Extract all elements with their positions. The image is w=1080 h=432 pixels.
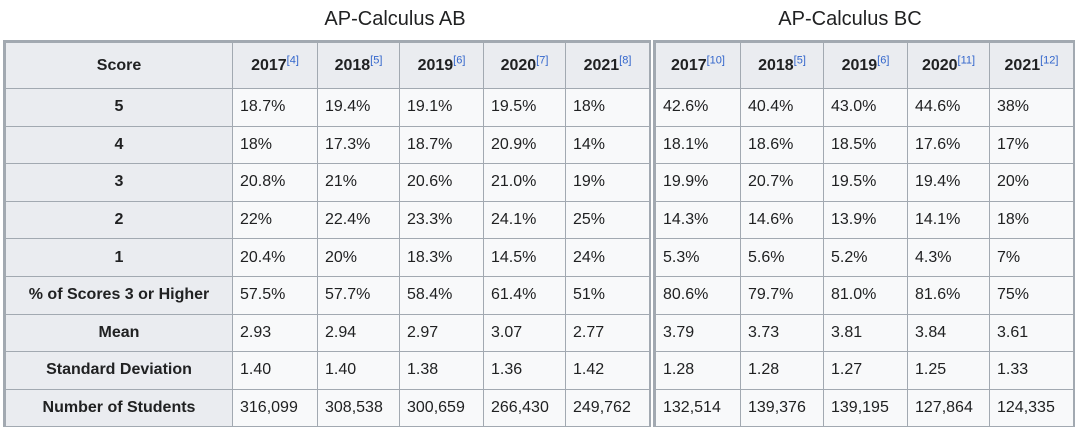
bc-ref-link[interactable]: [6] xyxy=(877,54,890,67)
bc-table-cell: 1.28 xyxy=(656,352,741,390)
ab-ref-link[interactable]: [4] xyxy=(286,54,299,67)
ab-table-cell: 19.1% xyxy=(400,89,484,127)
bc-table-cell: 1.28 xyxy=(741,352,824,390)
bc-table-cell: 3.61 xyxy=(990,314,1074,352)
ab-table-cell: 57.7% xyxy=(318,276,400,314)
bc-table-cell: 81.6% xyxy=(908,276,990,314)
bc-year-header xyxy=(990,43,1074,89)
bc-table-cell: 40.4% xyxy=(741,89,824,127)
bc-table-row xyxy=(656,239,1074,277)
ab-table-cell: 3.07 xyxy=(484,314,566,352)
bc-year-header xyxy=(741,43,824,89)
bc-table-cell: 1.27 xyxy=(824,352,908,390)
bc-table-cell: 19.9% xyxy=(656,164,741,202)
ab-table-row xyxy=(6,239,650,277)
ab-ref-link[interactable]: [5] xyxy=(370,54,383,67)
ab-year-label: 2019 xyxy=(417,56,454,74)
ab-year-label: 2018 xyxy=(334,56,371,74)
bc-table-row xyxy=(656,389,1074,427)
ab-table-row xyxy=(6,389,650,427)
ab-table-cell: 51% xyxy=(566,276,650,314)
bc-table-cell: 3.73 xyxy=(741,314,824,352)
bc-table-title: AP-Calculus BC xyxy=(778,8,922,30)
ab-table-row xyxy=(6,276,650,314)
ab-table-cell: 19.5% xyxy=(484,89,566,127)
ab-table-cell: 20.9% xyxy=(484,126,566,164)
bc-table-cell: 1.33 xyxy=(990,352,1074,390)
bc-table-cell: 5.6% xyxy=(741,239,824,277)
ab-table-cell: 18% xyxy=(566,89,650,127)
bc-year-label: 2019 xyxy=(841,56,878,74)
bc-ref-link[interactable]: [10] xyxy=(706,54,725,67)
bc-table-cell: 44.6% xyxy=(908,89,990,127)
ab-row-label: 5 xyxy=(6,89,233,127)
ab-table-cell: 20.4% xyxy=(233,239,318,277)
ab-year-label: 2020 xyxy=(500,56,537,74)
bc-table-cell: 127,864 xyxy=(908,389,990,427)
bc-year-label: 2020 xyxy=(921,56,958,74)
bc-table-row xyxy=(656,164,1074,202)
ab-row-label: % of Scores 3 or Higher xyxy=(6,276,233,314)
ab-table-cell: 266,430 xyxy=(484,389,566,427)
ab-table-cell: 61.4% xyxy=(484,276,566,314)
ab-table-cell: 18% xyxy=(233,126,318,164)
ab-table-cell: 58.4% xyxy=(400,276,484,314)
ab-table-cell: 21% xyxy=(318,164,400,202)
ab-table-row xyxy=(6,164,650,202)
ab-row-label: 3 xyxy=(6,164,233,202)
ab-row-label: Number of Students xyxy=(6,389,233,427)
bc-table-cell: 5.3% xyxy=(656,239,741,277)
bc-table-cell: 14.6% xyxy=(741,201,824,239)
ab-table-row xyxy=(6,352,650,390)
bc-ref-link[interactable]: [5] xyxy=(793,54,806,67)
ab-table-cell: 25% xyxy=(566,201,650,239)
bc-year-label: 2018 xyxy=(758,56,794,74)
ab-table-title: AP-Calculus AB xyxy=(324,8,466,30)
bc-table-cell: 3.79 xyxy=(656,314,741,352)
bc-table-cell: 4.3% xyxy=(908,239,990,277)
ab-table-cell: 20.6% xyxy=(400,164,484,202)
bc-year-label: 2017 xyxy=(671,56,707,74)
bc-table-cell: 139,195 xyxy=(824,389,908,427)
ab-table-cell: 18.3% xyxy=(400,239,484,277)
bc-table-cell: 75% xyxy=(990,276,1074,314)
ab-year-header xyxy=(566,43,650,89)
bc-year-label: 2021 xyxy=(1004,56,1041,74)
bc-table-cell: 19.4% xyxy=(908,164,990,202)
ab-table-cell: 24.1% xyxy=(484,201,566,239)
bc-table-row xyxy=(656,276,1074,314)
bc-year-header xyxy=(656,43,741,89)
bc-table-cell: 18.6% xyxy=(741,126,824,164)
bc-score-table xyxy=(655,42,1074,427)
ab-table-cell: 23.3% xyxy=(400,201,484,239)
ab-table-row xyxy=(6,201,650,239)
ab-table-cell: 308,538 xyxy=(318,389,400,427)
ab-table-cell: 1.40 xyxy=(233,352,318,390)
bc-table-cell: 42.6% xyxy=(656,89,741,127)
bc-table-cell: 1.25 xyxy=(908,352,990,390)
ab-row-label: 1 xyxy=(6,239,233,277)
ab-ref-link[interactable]: [7] xyxy=(536,54,549,67)
bc-table-cell: 132,514 xyxy=(656,389,741,427)
ab-score-table xyxy=(5,42,650,427)
ab-year-header xyxy=(400,43,484,89)
bc-table-cell: 14.1% xyxy=(908,201,990,239)
ab-table-row xyxy=(6,89,650,127)
ab-table-cell: 20.8% xyxy=(233,164,318,202)
ab-table-cell: 24% xyxy=(566,239,650,277)
bc-table-cell: 38% xyxy=(990,89,1074,127)
ab-table-cell: 21.0% xyxy=(484,164,566,202)
ab-table-row xyxy=(6,126,650,164)
ab-row-label: 2 xyxy=(6,201,233,239)
bc-table-cell: 20.7% xyxy=(741,164,824,202)
ab-header-row xyxy=(6,43,650,89)
ab-row-label: Mean xyxy=(6,314,233,352)
ab-table-cell: 2.77 xyxy=(566,314,650,352)
bc-ref-link[interactable]: [12] xyxy=(1040,54,1059,67)
ab-table-cell: 14% xyxy=(566,126,650,164)
bc-table-cell: 13.9% xyxy=(824,201,908,239)
bc-table-cell: 18% xyxy=(990,201,1074,239)
bc-table-cell: 7% xyxy=(990,239,1074,277)
ab-table-cell: 18.7% xyxy=(233,89,318,127)
ab-table-cell: 19.4% xyxy=(318,89,400,127)
bc-table-cell: 80.6% xyxy=(656,276,741,314)
ab-table-cell: 2.93 xyxy=(233,314,318,352)
bc-table-cell: 3.84 xyxy=(908,314,990,352)
bc-score-table-frame xyxy=(653,40,1075,427)
ab-table-cell: 14.5% xyxy=(484,239,566,277)
ab-table-cell: 20% xyxy=(318,239,400,277)
bc-header-row xyxy=(656,43,1074,89)
ab-table-cell: 22% xyxy=(233,201,318,239)
bc-year-header xyxy=(908,43,990,89)
ab-table-cell: 22.4% xyxy=(318,201,400,239)
bc-table-row xyxy=(656,126,1074,164)
bc-table-cell: 14.3% xyxy=(656,201,741,239)
ab-row-label: Standard Deviation xyxy=(6,352,233,390)
bc-table-cell: 17% xyxy=(990,126,1074,164)
ab-table-cell: 2.97 xyxy=(400,314,484,352)
bc-table-row xyxy=(656,201,1074,239)
ab-table-cell: 249,762 xyxy=(566,389,650,427)
bc-table-row xyxy=(656,314,1074,352)
bc-table-cell: 79.7% xyxy=(741,276,824,314)
bc-table-cell: 17.6% xyxy=(908,126,990,164)
ab-table-cell: 18.7% xyxy=(400,126,484,164)
ab-table-cell: 19% xyxy=(566,164,650,202)
ab-year-header xyxy=(484,43,566,89)
bc-table-row xyxy=(656,352,1074,390)
ab-row-label: 4 xyxy=(6,126,233,164)
ab-table-cell: 17.3% xyxy=(318,126,400,164)
bc-table-cell: 5.2% xyxy=(824,239,908,277)
ab-table-cell: 1.38 xyxy=(400,352,484,390)
ab-ref-link[interactable]: [8] xyxy=(619,54,632,67)
ab-year-label: 2017 xyxy=(251,56,287,74)
ab-table-cell: 2.94 xyxy=(318,314,400,352)
bc-table-cell: 3.81 xyxy=(824,314,908,352)
bc-table-cell: 18.1% xyxy=(656,126,741,164)
bc-table-cell: 20% xyxy=(990,164,1074,202)
ab-year-header xyxy=(233,43,318,89)
bc-year-header xyxy=(824,43,908,89)
ab-table-cell: 57.5% xyxy=(233,276,318,314)
ab-table-cell: 1.42 xyxy=(566,352,650,390)
ab-year-label: 2021 xyxy=(583,56,620,74)
bc-ref-link[interactable]: [11] xyxy=(957,54,976,67)
bc-table-cell: 139,376 xyxy=(741,389,824,427)
bc-table-cell: 43.0% xyxy=(824,89,908,127)
bc-table-cell: 18.5% xyxy=(824,126,908,164)
ab-score-header: Score xyxy=(6,43,233,89)
ab-table-cell: 316,099 xyxy=(233,389,318,427)
bc-table-cell: 19.5% xyxy=(824,164,908,202)
bc-table-cell: 124,335 xyxy=(990,389,1074,427)
ab-table-row xyxy=(6,314,650,352)
ab-table-cell: 300,659 xyxy=(400,389,484,427)
ab-table-cell: 1.36 xyxy=(484,352,566,390)
ab-score-table-frame xyxy=(3,40,651,427)
bc-table-cell: 81.0% xyxy=(824,276,908,314)
bc-table-row xyxy=(656,89,1074,127)
ab-table-cell: 1.40 xyxy=(318,352,400,390)
ab-ref-link[interactable]: [6] xyxy=(453,54,466,67)
ab-year-header xyxy=(318,43,400,89)
